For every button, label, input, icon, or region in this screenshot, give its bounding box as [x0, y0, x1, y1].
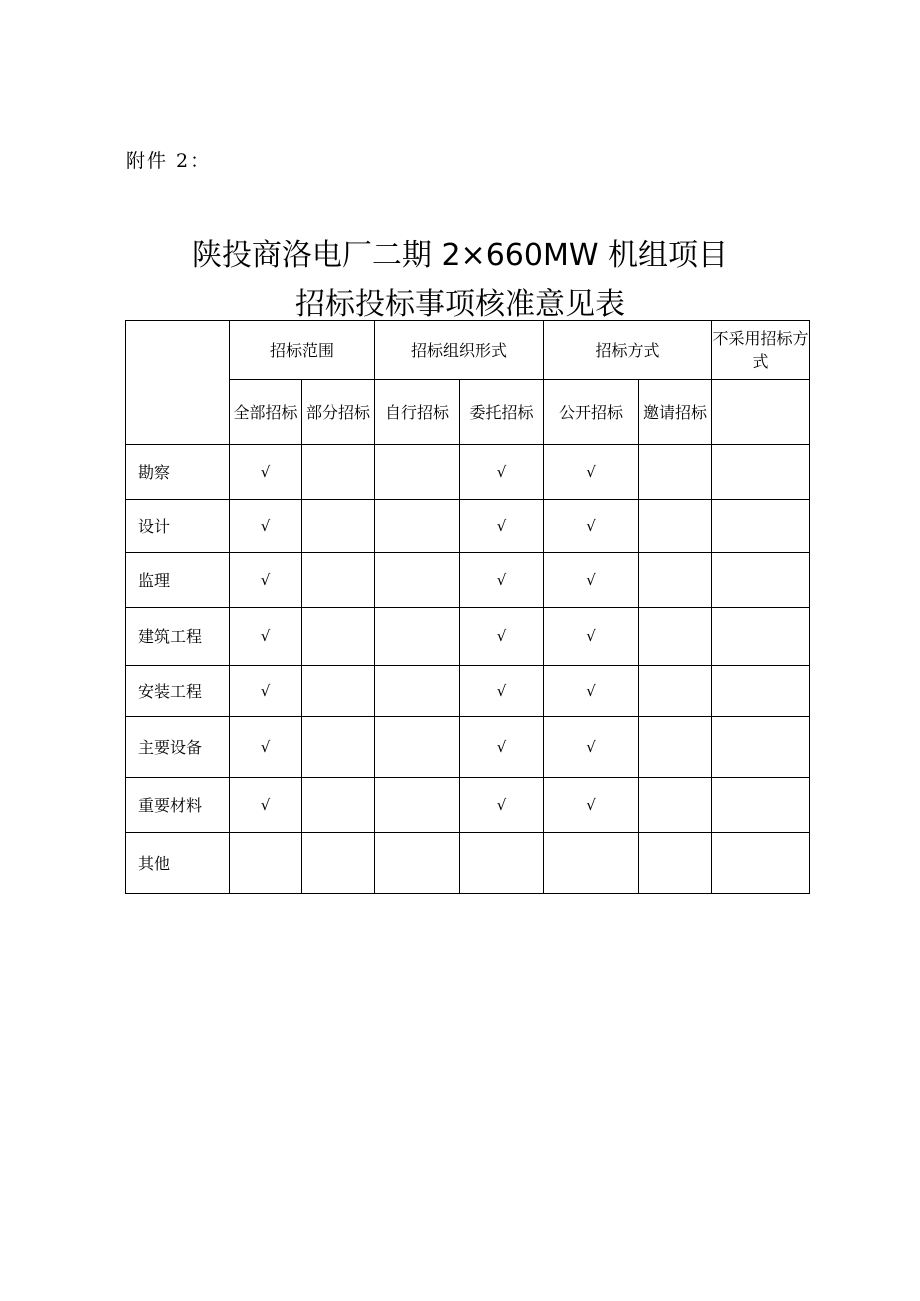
table-cell	[712, 666, 810, 717]
table-cell	[375, 500, 460, 553]
row-label: 主要设备	[126, 717, 230, 778]
row-label: 设计	[126, 500, 230, 553]
table-cell	[712, 553, 810, 608]
table-cell	[230, 833, 302, 894]
table-cell: √	[544, 717, 639, 778]
table-cell	[375, 666, 460, 717]
table-cell: √	[230, 778, 302, 833]
subheader-self-organized: 自行招标	[375, 380, 460, 445]
row-label: 建筑工程	[126, 608, 230, 666]
table-cell	[639, 666, 712, 717]
table-row	[126, 445, 810, 500]
table-cell: √	[544, 778, 639, 833]
table-cell	[302, 778, 375, 833]
table-cell	[375, 608, 460, 666]
table-cell	[302, 553, 375, 608]
approval-table	[125, 320, 810, 894]
table-cell: √	[460, 445, 544, 500]
table-cell	[712, 608, 810, 666]
table-row	[126, 666, 810, 717]
table-cell: √	[544, 445, 639, 500]
row-label: 监理	[126, 553, 230, 608]
row-label: 安装工程	[126, 666, 230, 717]
table-cell: √	[544, 553, 639, 608]
table-cell	[712, 778, 810, 833]
table-row	[126, 833, 810, 894]
table-cell: √	[460, 717, 544, 778]
table-cell	[712, 717, 810, 778]
table-row	[126, 608, 810, 666]
table-row	[126, 778, 810, 833]
table-cell	[639, 833, 712, 894]
table-cell	[639, 717, 712, 778]
table-cell	[302, 833, 375, 894]
table-cell: √	[460, 778, 544, 833]
table-cell	[712, 500, 810, 553]
table-body	[126, 445, 810, 894]
table-row	[126, 717, 810, 778]
page-subtitle: 招标投标事项核准意见表	[295, 287, 625, 322]
table-row	[126, 553, 810, 608]
table-cell	[302, 666, 375, 717]
table-cell: √	[460, 553, 544, 608]
table-cell: √	[230, 500, 302, 553]
page-title: 陕投商洛电厂二期 2×660MW 机组项目	[191, 238, 729, 273]
table-cell	[712, 445, 810, 500]
corner-header-cell	[126, 321, 230, 445]
table-cell	[302, 445, 375, 500]
table-cell	[302, 608, 375, 666]
subheader-open-bid: 公开招标	[544, 380, 639, 445]
table-cell: √	[230, 717, 302, 778]
table-cell	[639, 608, 712, 666]
table-row	[126, 500, 810, 553]
table-cell	[302, 717, 375, 778]
subheader-full-bid: 全部招标	[230, 380, 302, 445]
table-cell	[639, 445, 712, 500]
table-cell	[544, 833, 639, 894]
table-cell	[375, 778, 460, 833]
table-cell	[375, 717, 460, 778]
table-cell	[375, 445, 460, 500]
table-cell	[302, 500, 375, 553]
table-cell	[639, 500, 712, 553]
table-cell	[639, 778, 712, 833]
row-label: 其他	[126, 833, 230, 894]
subheader-entrusted: 委托招标	[460, 380, 544, 445]
attachment-label: 附件 2：	[126, 150, 212, 172]
table-cell: √	[460, 666, 544, 717]
table-cell	[375, 833, 460, 894]
table-cell: √	[230, 553, 302, 608]
row-label: 重要材料	[126, 778, 230, 833]
table-cell: √	[230, 666, 302, 717]
header-bid-method: 招标方式	[544, 321, 712, 380]
table-cell: √	[230, 608, 302, 666]
table-cell: √	[544, 500, 639, 553]
table-cell	[460, 833, 544, 894]
table-cell: √	[230, 445, 302, 500]
table-cell: √	[544, 608, 639, 666]
subheader-partial-bid: 部分招标	[302, 380, 375, 445]
subheader-invited-bid: 邀请招标	[639, 380, 712, 445]
table-cell	[375, 553, 460, 608]
row-label: 勘察	[126, 445, 230, 500]
table-cell	[712, 833, 810, 894]
header-bid-scope: 招标范围	[230, 321, 375, 380]
header-no-bidding: 不采用招标方式	[712, 321, 810, 380]
subheader-empty	[712, 380, 810, 445]
table-cell: √	[460, 500, 544, 553]
table-cell: √	[460, 608, 544, 666]
table-cell	[639, 553, 712, 608]
header-bid-organization: 招标组织形式	[375, 321, 544, 380]
table-cell: √	[544, 666, 639, 717]
